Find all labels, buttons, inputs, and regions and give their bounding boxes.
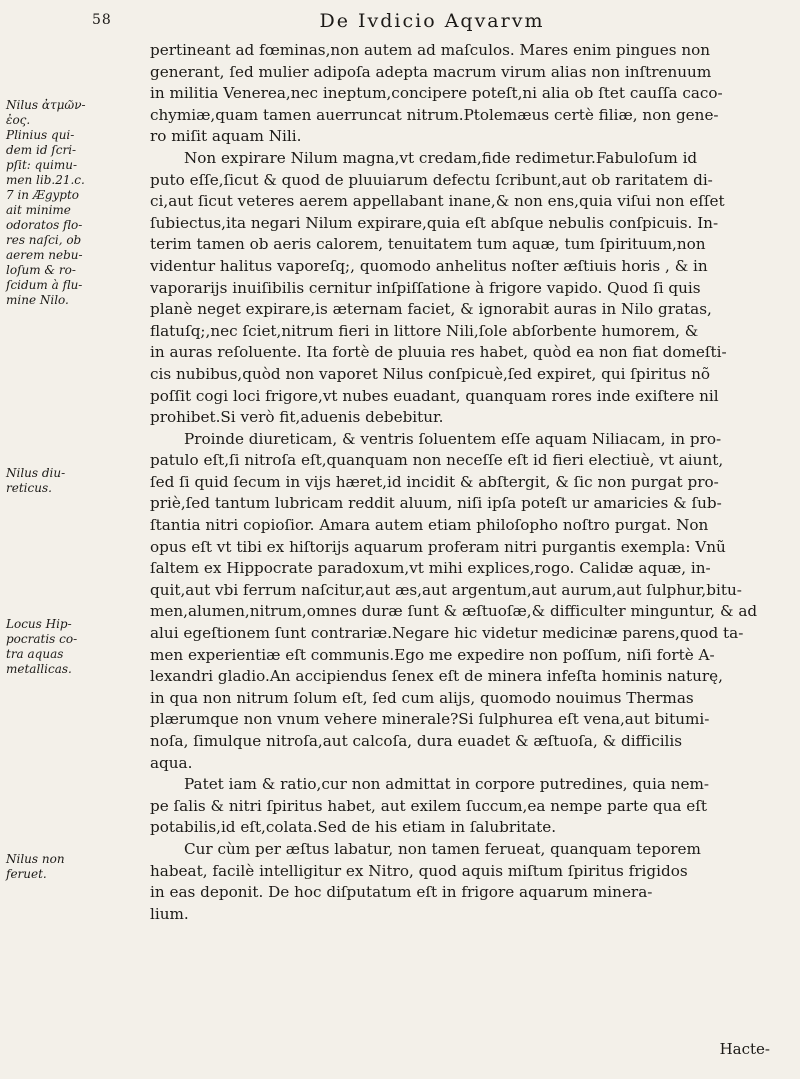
- text-line: alui egeſtionem ſunt contrariæ.Negare hic videtur medicinæ parens,quod ta-: [150, 624, 744, 643]
- text-line: habeat, facilè intelligitur ex Nitro, quod aquis miſtum ſpiritus frigidos: [150, 861, 688, 880]
- text-line: noſa, ſimulque nitroſa,aut calcoſa, dura euadet & æſtuoſa, & difficilis: [150, 732, 683, 750]
- text-line: ſed ſi quid ſecum in vijs hæret,id incidit & abſtergit, & ſic non purgat pro-: [150, 472, 719, 491]
- text-line: ſaltem ex Hippocrate paradoxum,vt mihi explices,rogo. Calidæ aquæ, in-: [150, 559, 711, 578]
- text-line: flatuſq;,nec ſciet,nitrum fieri in littore Nili,ſole abſorbente humorem, &: [150, 321, 699, 340]
- text-line: potabilis,id eſt,colata.Sed de his etiam in ſalubritate.: [150, 818, 557, 837]
- text-line: poſſit cogi loci frigore,vt nubes euadant, quanquam rores inde exiſtere nil: [150, 386, 719, 405]
- text-line: lexandri gladio.An accipiendus ſenex eſt de minera infeſta hominis naturę,: [150, 667, 723, 686]
- text-line: prohibet.Si verò fit,aduenis debebitur.: [150, 408, 444, 427]
- catchword: Hacte-: [719, 1040, 770, 1058]
- main-text-block: [150, 40, 778, 925]
- text-line: cis nubibus,quòd non vaporet Nilus conſpicuè,ſed expiret, qui ſpiritus nõ: [150, 364, 711, 383]
- text-line: generant, ſed mulier adipoſa adepta macrum virum alias non inſtrenuum: [150, 62, 712, 81]
- text-line: planè neget expirare,is æternam faciet, & ignorabit auras in Nilo gratas,: [150, 300, 712, 319]
- text-line: ſubiectus,ita negari Nilum expirare,quia eſt abſque nebulis conſpicuis. In-: [150, 213, 719, 232]
- text-line: in qua non nitrum ſolum eſt, ſed cum alijs, quomodo nouimus Thermas: [150, 688, 694, 707]
- text-line: in militia Venerea,nec ineptum,concipere poteſt,ni alia ob ſtet cauſſa caco-: [150, 84, 723, 103]
- text-line: quit,aut vbi ferrum naſcitur,aut æs,aut argentum,aut aurum,aut ſulphur,bitu-: [150, 580, 742, 599]
- text-line: men experientiæ eſt communis.Ego me expedire non poſſum, niſi fortè A-: [150, 645, 715, 664]
- text-line: opus eſt vt tibi ex hiſtorijs aquarum proferam nitri purgantis exempla: Vnũ: [150, 537, 726, 556]
- text-line: pe ſalis & nitri ſpiritus habet, aut exilem ſuccum,ea nempe parte qua eſt: [150, 796, 708, 815]
- marginal-note: Nilus ἀτμῶν- ἐος. Plinius qui- dem id ſcri- pſit: quimu- men lib.21.c. 7 in Ægypto ait minime odoratos flo- res naſci, ob aerem nebu- loſum & ro- ſcidum à flu- mine Nilo.: [6, 98, 86, 307]
- text-line: pertineant ad fœminas,non autem ad maſculos. Mares enim pingues non: [150, 41, 711, 59]
- text-line: Non expirare Nilum magna,vt credam,fide redimetur.Fabuloſum id: [184, 148, 698, 167]
- marginal-note: Locus Hip- pocratis co- tra aquas metallicas.: [6, 617, 78, 676]
- text-line: chymiæ,quam tamen auerruncat nitrum.Ptolemæus certè filiæ, non gene-: [150, 105, 719, 124]
- text-line: Cur cùm per æſtus labatur, non tamen ferueat, quanquam teporem: [184, 839, 701, 858]
- text-line: patulo eſt,ſi nitroſa eſt,quanquam non neceſſe eſt id fieri electiuè, vt aiunt,: [150, 451, 724, 470]
- text-line: Patet iam & ratio,cur non admittat in corpore putredines, quia nem-: [184, 775, 709, 794]
- text-line: plærumque non vnum vehere minerale?Si ſulphurea eſt vena,aut bitumi-: [150, 710, 710, 729]
- page-header: [92, 8, 772, 36]
- text-line: Proinde diureticam, & ventris ſoluentem eſſe aquam Niliacam, in pro-: [184, 429, 722, 448]
- text-line: aqua.: [150, 753, 193, 772]
- text-line: puto eſſe,ſicut & quod de pluuiarum defectu ſcribunt,aut ob raritatem di-: [150, 170, 713, 189]
- text-line: videntur halitus vaporeſq;, quomodo anhelitus noſter æſtiuis horis , & in: [150, 256, 708, 275]
- running-head: De Ivdicio Aqvarvm: [319, 10, 545, 32]
- marginal-note: Nilus diu- reticus.: [6, 466, 66, 495]
- page-number: 58: [92, 12, 112, 28]
- text-line: priè,ſed tantum lubricam reddit aluum, niſi ipſa poteſt ur amaricies & ſub-: [150, 494, 722, 513]
- text-line: in eas deponit. De hoc diſputatum eſt in frigore aquarum minera-: [150, 883, 653, 902]
- text-line: ci,aut ſicut veteres aerem appellabant inane,& non ens,quia viſui non eſſet: [150, 192, 725, 211]
- text-line: vaporarijs inuiſibilis cernitur inſpiſſatione à frigore vapido. Quod ſi quis: [150, 278, 701, 297]
- text-line: in auras reſoluente. Ita fortè de pluuia res habet, quòd ea non fiat domeſti-: [150, 343, 727, 362]
- text-line: lium.: [150, 904, 189, 923]
- text-line: ſtantia nitri copioſior. Amara autem etiam philoſopho noſtro purgat. Non: [150, 516, 709, 535]
- marginal-note: Nilus non feruet.: [6, 852, 65, 881]
- text-line: ro miſit aquam Nili.: [150, 127, 302, 146]
- text-line: terim tamen ob aeris calorem, tenuitatem tum aquæ, tum ſpirituum,non: [150, 235, 706, 254]
- text-line: men,alumen,nitrum,omnes duræ ſunt & æſtuoſæ,& difficulter minguntur, & ad: [150, 602, 758, 621]
